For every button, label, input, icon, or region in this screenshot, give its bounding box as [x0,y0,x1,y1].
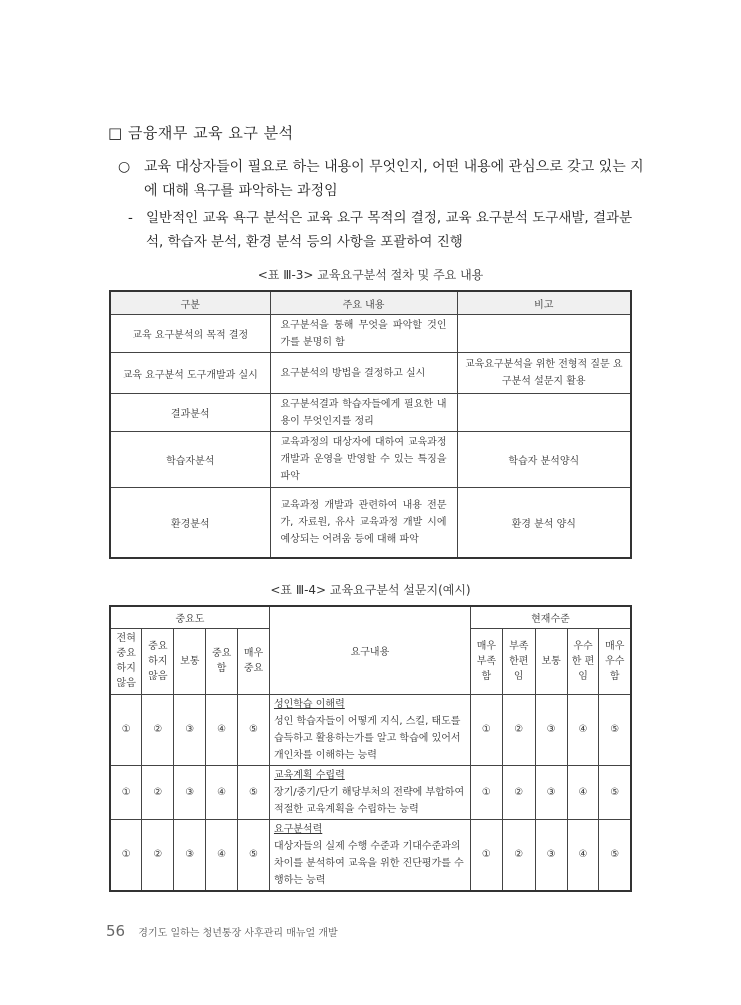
row-content: 요구분석의 방법을 결정하고 실시 [270,353,457,394]
row-content: 교육과정의 대상자에 대하여 교육과정 개발과 운영을 반영할 수 있는 특징을 파악 [270,432,457,488]
table-row [110,353,631,394]
current-option[interactable]: ① [470,694,502,765]
row-category: 결과분석 [110,394,270,432]
importance-option[interactable]: ① [110,819,142,891]
dash-bullet-icon: - [128,210,133,226]
importance-option[interactable]: ① [110,765,142,819]
importance-option[interactable]: ④ [206,694,238,765]
survey-row [110,765,631,819]
current-option[interactable]: ② [502,819,535,891]
request-description: 대상자들의 실제 수행 수준과 기대수준과의 차이를 분석하여 교육을 위한 진단평가를 수행하는 능력 [273,840,464,886]
current-option[interactable]: ② [502,694,535,765]
procedure-table [109,290,632,559]
importance-option[interactable]: ⑤ [238,765,270,819]
importance-option[interactable]: ③ [174,765,206,819]
importance-level: 중요 하지 않음 [142,628,174,694]
row-note: 환경 분석 양식 [457,488,631,558]
survey-row [110,694,631,765]
row-note: 학습자 분석양식 [457,432,631,488]
row-note: 교육요구분석을 위한 전형적 질문 요구분석 설문지 활용 [457,353,631,394]
circle-bullet-icon: ○ [118,159,131,175]
header-category: 구분 [110,291,270,315]
request-description: 성인 학습자들이 어떻게 지식, 스킬, 태도를 습득하고 활용하는가를 알고 학습에 있어서 개인차를 이해하는 능력 [273,715,461,761]
current-option[interactable]: ④ [567,765,599,819]
importance-option[interactable]: ③ [174,819,206,891]
importance-option[interactable]: ② [142,765,174,819]
bullet-paragraph-2 [128,206,648,254]
request-content [269,819,470,891]
current-option[interactable]: ⑤ [599,765,631,819]
section-heading: □ 금융재무 교육 요구 분석 [108,124,294,142]
importance-option[interactable]: ② [142,694,174,765]
row-category: 교육 요구분석의 목적 결정 [110,315,270,353]
row-category: 학습자분석 [110,432,270,488]
request-description: 장기/중기/단기 해당부처의 전략에 부합하여 적절한 교육계획을 수립하는 능력 [273,786,465,815]
request-content [269,765,470,819]
current-option[interactable]: ④ [567,819,599,891]
page-number: 56 [106,922,126,940]
importance-option[interactable]: ④ [206,765,238,819]
group-header-row [110,606,631,628]
table-row [110,488,631,558]
footer-title: 경기도 일하는 청년통장 사후관리 매뉴얼 개발 [138,928,338,939]
row-category: 교육 요구분석 도구개발과 실시 [110,353,270,394]
bullet-paragraph-1 [118,155,648,203]
table-1-caption: <표 Ⅲ-3> 교육요구분석 절차 및 주요 내용 [257,268,484,282]
current-option[interactable]: ① [470,819,502,891]
table-row [110,394,631,432]
bullet-2-text: 일반적인 교육 욕구 분석은 교육 요구 목적의 결정, 교육 요구분석 도구새발, 결과분석, 학습자 분석, 환경 분석 등의 사항을 포괄하여 진행 [146,210,633,250]
current-option[interactable]: ③ [535,765,567,819]
importance-option[interactable]: ⑤ [238,819,270,891]
survey-table [109,605,632,892]
current-option[interactable]: ③ [535,819,567,891]
header-content: 주요 내용 [270,291,457,315]
importance-option[interactable]: ④ [206,819,238,891]
importance-option[interactable]: ③ [174,694,206,765]
current-level: 부족 한편 임 [502,628,535,694]
importance-header: 중요도 [110,606,269,628]
importance-level: 보통 [174,628,206,694]
table-header-row [110,291,631,315]
row-content: 요구분석결과 학습자들에게 필요한 내용이 무엇인지를 정리 [270,394,457,432]
importance-option[interactable]: ② [142,819,174,891]
importance-option[interactable]: ⑤ [238,694,270,765]
request-title: 요구분석력 [273,823,323,835]
current-option[interactable]: ② [502,765,535,819]
current-option[interactable]: ① [470,765,502,819]
request-header: 요구내용 [269,606,470,694]
importance-level: 전혀 중요 하지 않음 [110,628,142,694]
current-level: 우수 한 편임 [567,628,599,694]
row-note [457,394,631,432]
survey-row [110,819,631,891]
current-option[interactable]: ④ [567,694,599,765]
row-category: 환경분석 [110,488,270,558]
bullet-1-text: 교육 대상자들이 필요로 하는 내용이 무엇인지, 어떤 내용에 관심으로 갖고 있는 지에 대해 욕구를 파악하는 과정임 [144,159,644,199]
header-note: 비고 [457,291,631,315]
table-row [110,432,631,488]
current-option[interactable]: ⑤ [599,694,631,765]
current-level: 매우 우수 함 [599,628,631,694]
current-level: 매우 부족함 [470,628,502,694]
current-level: 보통 [535,628,567,694]
row-note [457,315,631,353]
current-level-header: 현재수준 [470,606,631,628]
request-content [269,694,470,765]
importance-level: 매우 중요 [238,628,270,694]
request-title: 교육계획 수립력 [273,769,345,781]
request-title: 성인학습 이해력 [273,698,345,710]
importance-level: 중요함 [206,628,238,694]
current-option[interactable]: ⑤ [599,819,631,891]
row-content: 요구분석을 통해 무엇을 파악할 것인가를 분명히 함 [270,315,457,353]
current-option[interactable]: ③ [535,694,567,765]
importance-option[interactable]: ① [110,694,142,765]
table-2-caption: <표 Ⅲ-4> 교육요구분석 설문지(예시) [270,583,471,597]
table-row [110,315,631,353]
page-footer [106,922,338,940]
row-content: 교육과정 개발과 관련하여 내용 전문가, 자료원, 유사 교육과정 개발 시에 예상되는 어려움 등에 대해 파악 [270,488,457,558]
